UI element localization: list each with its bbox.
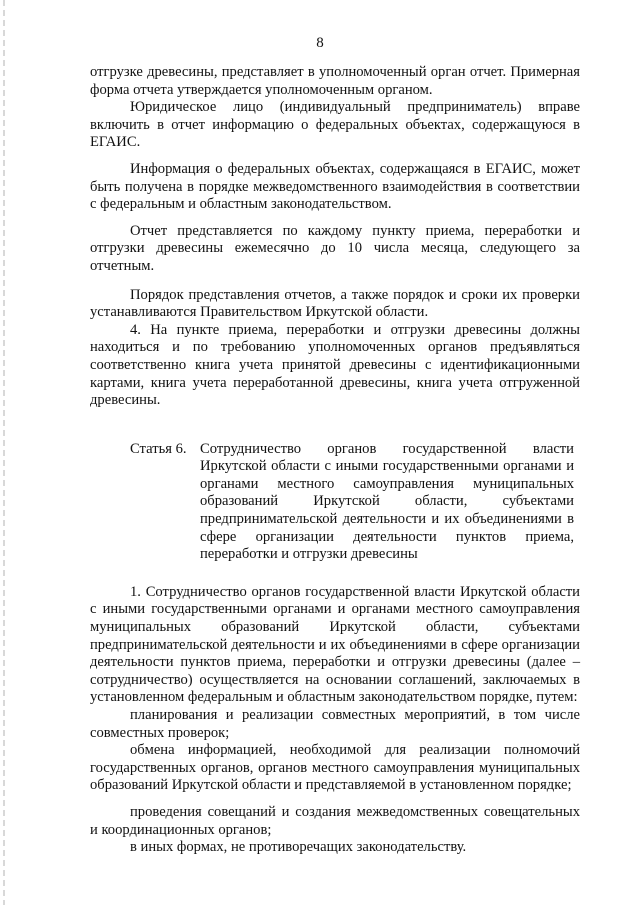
list-item: в иных формах, не противоречащих законодательству. — [130, 839, 467, 856]
page-number: 8 — [316, 35, 324, 51]
list-item: планирования и реализации совместных мероприятий, в том числе совместных проверок; — [90, 707, 580, 741]
list-item: проведения совещаний и создания межведомственных совещательных и координационных органов; — [90, 803, 580, 838]
cooperation-forms-list — [90, 707, 580, 857]
article-paragraph-1: 1. Сотрудничество органов государственной власти Иркутской области с иными государственными органами и органами местного самоуправления муниципальных образований Иркутской области, субъектами предпринимательской деятельности и их объединениями в сфере организации деятельности пунктов приема, переработки и отгрузки древесины (далее – сотрудничество) осуществляется на основании соглашений, заключаемых в установленном федеральным и областным законодательством порядке, путем: — [90, 583, 580, 706]
paragraph-report-procedure: Порядок представления отчетов, а также порядок и сроки их проверки устанавливаются Правительством Иркутской области. — [90, 286, 580, 321]
article-title: Сотрудничество органов государственной власти Иркутской области с иными государственными органами и органами местного самоуправления муниципальных образований Иркутской области, субъектами предпринимательской деятельности и их объединениями в сфере организации деятельности пунктов приема, переработки и отгрузки древесины — [200, 440, 574, 563]
article-number: Статья 6. — [130, 440, 187, 457]
document-body — [90, 64, 580, 857]
scan-edge-mark — [3, 0, 5, 905]
paragraph-legal-entity: Юридическое лицо (индивидуальный предприниматель) вправе включить в отчет информацию о федеральных объектах, содержащуюся в ЕГАИС. — [90, 99, 580, 151]
paragraph-continuation: отгрузке древесины, представляет в уполномоченный орган отчет. Примерная форма отчета утверждается уполномоченным органом. — [90, 64, 580, 98]
list-item: обмена информацией, необходимой для реализации полномочий государственных органов, органов местного самоуправления муниципальных образований Иркутской области и представляемой в установленном порядке; — [90, 742, 580, 794]
paragraph-federal-objects: Информация о федеральных объектах, содержащаяся в ЕГАИС, может быть получена в порядке межведомственного взаимодействия в соответствии с федеральным и областным законодательством. — [90, 160, 580, 213]
paragraph-report-deadline: Отчет представляется по каждому пункту приема, переработки и отгрузки древесины ежемесячно до 10 числа месяца, следующего за отчетным. — [90, 222, 580, 274]
paragraph-item-4: 4. На пункте приема, переработки и отгрузки древесины должны находиться и по требованию уполномоченных органов предъявляться соответственно книга учета принятой древесины с идентификационными картами, книга учета переработанной древесины, книга учета отгруженной древесины. — [90, 321, 580, 409]
article-heading — [90, 441, 580, 564]
